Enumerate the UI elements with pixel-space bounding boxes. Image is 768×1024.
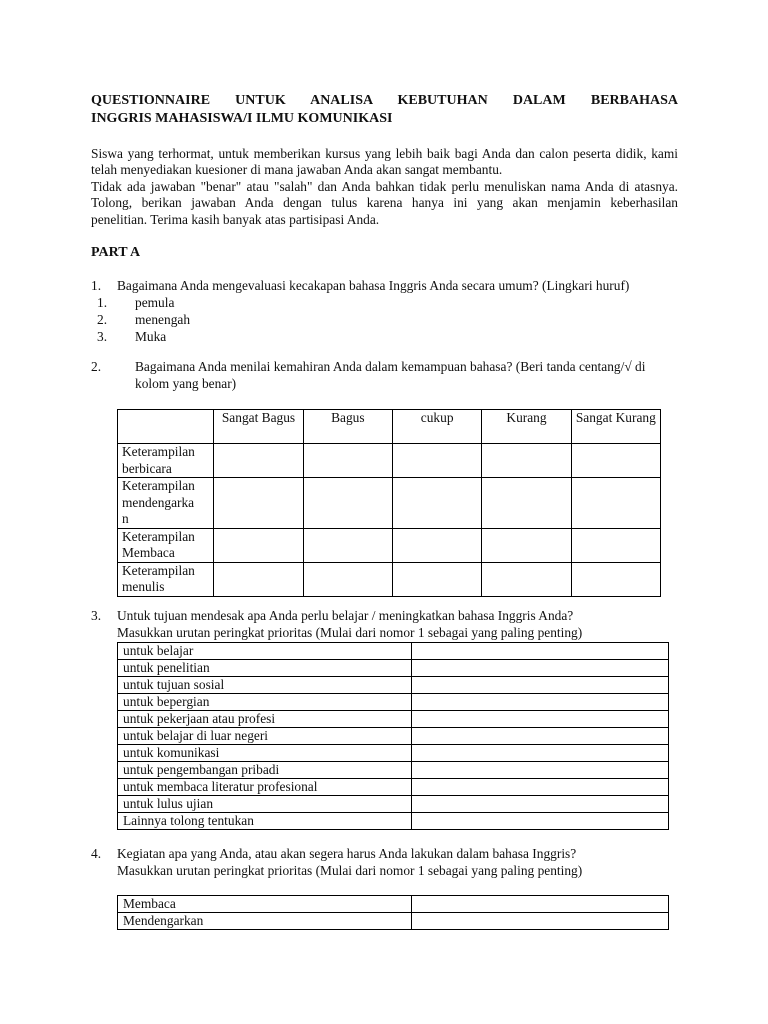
question-number: 1.: [91, 278, 102, 293]
row-label: [118, 528, 214, 562]
row-label-line: n: [122, 511, 129, 526]
table-row: [118, 779, 669, 796]
document-title: [91, 92, 678, 128]
table-header-cell: cukup: [393, 410, 482, 444]
table-row: [118, 762, 669, 779]
rating-cell[interactable]: [303, 562, 392, 596]
table-row: [118, 694, 669, 711]
table-header-cell: Sangat Kurang: [571, 410, 660, 444]
table-row: [118, 913, 669, 930]
question-text-line: Bagaimana Anda menilai kemahiran Anda dalam kemampuan bahasa? (Beri tanda centang/√ di: [135, 359, 646, 374]
question-2: [91, 359, 681, 393]
title-line-2: INGGRIS MAHASISWA/I ILMU KOMUNIKASI: [91, 111, 393, 126]
row-label-line: Keterampilan: [122, 562, 195, 578]
purpose-label: untuk tujuan sosial: [118, 677, 412, 694]
purpose-label: Lainnya tolong tentukan: [118, 813, 412, 830]
table-row: [118, 528, 661, 562]
option-number: 1.: [97, 295, 108, 310]
table-row: [118, 444, 661, 478]
question-number: 2.: [91, 359, 102, 374]
rating-cell[interactable]: [482, 528, 571, 562]
rating-cell[interactable]: [303, 444, 392, 478]
rank-cell[interactable]: [412, 711, 669, 728]
purpose-label: untuk belajar: [118, 643, 412, 660]
rating-cell[interactable]: [214, 562, 303, 596]
part-a-heading: PART A: [91, 245, 141, 260]
rank-cell[interactable]: [412, 796, 669, 813]
question-1: [91, 278, 629, 295]
rank-cell[interactable]: [412, 779, 669, 796]
purpose-label: untuk komunikasi: [118, 745, 412, 762]
row-label: [118, 562, 214, 596]
rank-cell[interactable]: [412, 913, 669, 930]
intro-line: Siswa yang terhormat, untuk memberikan kursus yang lebih baik bagi Anda dan calon peserta didik, kami: [91, 146, 678, 161]
option-item[interactable]: [97, 294, 190, 311]
table-header-cell: Bagus: [303, 410, 392, 444]
intro-line: penelitian. Terima kasih banyak atas partisipasi Anda.: [91, 211, 380, 227]
rank-cell[interactable]: [412, 745, 669, 762]
skills-rating-table: [117, 409, 661, 597]
rating-cell[interactable]: [482, 478, 571, 529]
rating-cell[interactable]: [303, 528, 392, 562]
purpose-label: untuk penelitian: [118, 660, 412, 677]
activity-label: Membaca: [118, 896, 412, 913]
purpose-label: untuk pekerjaan atau profesi: [118, 711, 412, 728]
question-1-options: [97, 294, 190, 345]
rating-cell[interactable]: [214, 528, 303, 562]
table-row: [118, 896, 669, 913]
question-4: [91, 846, 582, 879]
table-row: [118, 711, 669, 728]
option-item[interactable]: [97, 311, 190, 328]
rank-cell[interactable]: [412, 728, 669, 745]
rank-cell[interactable]: [412, 896, 669, 913]
row-label-line: mendengarka: [122, 494, 195, 510]
row-label: [118, 478, 214, 529]
rating-cell[interactable]: [393, 528, 482, 562]
rank-cell[interactable]: [412, 643, 669, 660]
purpose-label: untuk lulus ujian: [118, 796, 412, 813]
rank-cell[interactable]: [412, 762, 669, 779]
rating-cell[interactable]: [571, 444, 660, 478]
option-item[interactable]: [97, 328, 190, 345]
row-label-line: Membaca: [122, 545, 175, 560]
table-row: [118, 562, 661, 596]
intro-line: Tidak ada jawaban "benar" atau "salah" dan Anda bahkan tidak perlu menuliskan nama Anda di atasnya.: [91, 178, 678, 194]
table-row: [118, 728, 669, 745]
question-instruction: Masukkan urutan peringkat prioritas (Mulai dari nomor 1 sebagai yang paling penting): [117, 624, 583, 640]
rating-cell[interactable]: [482, 562, 571, 596]
table-row: [118, 677, 669, 694]
rating-cell[interactable]: [571, 478, 660, 529]
rating-cell[interactable]: [571, 528, 660, 562]
table-row: [118, 745, 669, 762]
option-label: pemula: [135, 295, 175, 310]
row-label-line: berbicara: [122, 460, 172, 476]
purpose-label: untuk pengembangan pribadi: [118, 762, 412, 779]
table-header-cell: [118, 410, 214, 444]
row-label-line: Keterampilan: [122, 478, 195, 493]
option-number: 3.: [97, 329, 108, 344]
rating-cell[interactable]: [482, 444, 571, 478]
rating-cell[interactable]: [214, 478, 303, 529]
title-line-1: QUESTIONNAIRE UNTUK ANALISA KEBUTUHAN DALAM BERBAHASA: [91, 93, 678, 108]
purpose-label: untuk membaca literatur profesional: [118, 779, 412, 796]
table-header-cell: Kurang: [482, 410, 571, 444]
intro-text: [91, 146, 678, 228]
table-row: [118, 660, 669, 677]
rank-cell[interactable]: [412, 660, 669, 677]
table-row: [118, 643, 669, 660]
table-row: [118, 813, 669, 830]
option-label: Muka: [135, 329, 167, 344]
activity-ranking-table: [117, 895, 669, 930]
intro-line: telah menyediakan kuesioner di mana jawaban Anda akan sangat membantu.: [91, 162, 503, 178]
question-text: Untuk tujuan mendesak apa Anda perlu belajar / meningkatkan bahasa Inggris Anda?: [117, 608, 574, 623]
rating-cell[interactable]: [303, 478, 392, 529]
table-header-cell: Sangat Bagus: [214, 410, 303, 444]
question-3: [91, 608, 582, 641]
rating-cell[interactable]: [393, 562, 482, 596]
table-row: [118, 478, 661, 529]
question-instruction: Masukkan urutan peringkat prioritas (Mulai dari nomor 1 sebagai yang paling penting): [117, 862, 583, 878]
rating-cell[interactable]: [393, 444, 482, 478]
rank-cell[interactable]: [412, 694, 669, 711]
rating-cell[interactable]: [571, 562, 660, 596]
rank-cell[interactable]: [412, 813, 669, 830]
activity-label: Mendengarkan: [118, 913, 412, 930]
option-number: 2.: [97, 312, 108, 327]
question-number: 4.: [91, 846, 102, 861]
option-label: menengah: [135, 312, 191, 327]
question-text: Bagaimana Anda mengevaluasi kecakapan bahasa Inggris Anda secara umum? (Lingkari huruf): [117, 278, 630, 293]
table-row: [118, 796, 669, 813]
row-label: [118, 444, 214, 478]
question-number: 3.: [91, 608, 102, 623]
intro-line: Tolong, berikan jawaban Anda dengan tulus karena hanya ini yang akan menjamin keberhasilan: [91, 195, 678, 211]
purpose-label: untuk bepergian: [118, 694, 412, 711]
row-label-line: Keterampilan: [122, 444, 195, 459]
question-text: Kegiatan apa yang Anda, atau akan segera harus Anda lakukan dalam bahasa Inggris?: [117, 846, 577, 861]
purpose-label: untuk belajar di luar negeri: [118, 728, 412, 745]
rating-cell[interactable]: [393, 478, 482, 529]
table-header-row: [118, 410, 661, 444]
rank-cell[interactable]: [412, 677, 669, 694]
row-label-line: menulis: [122, 579, 165, 594]
question-text-line: kolom yang benar): [135, 375, 237, 391]
row-label-line: Keterampilan: [122, 528, 195, 544]
rating-cell[interactable]: [214, 444, 303, 478]
question-text: [135, 359, 675, 392]
purpose-ranking-table: [117, 642, 669, 830]
